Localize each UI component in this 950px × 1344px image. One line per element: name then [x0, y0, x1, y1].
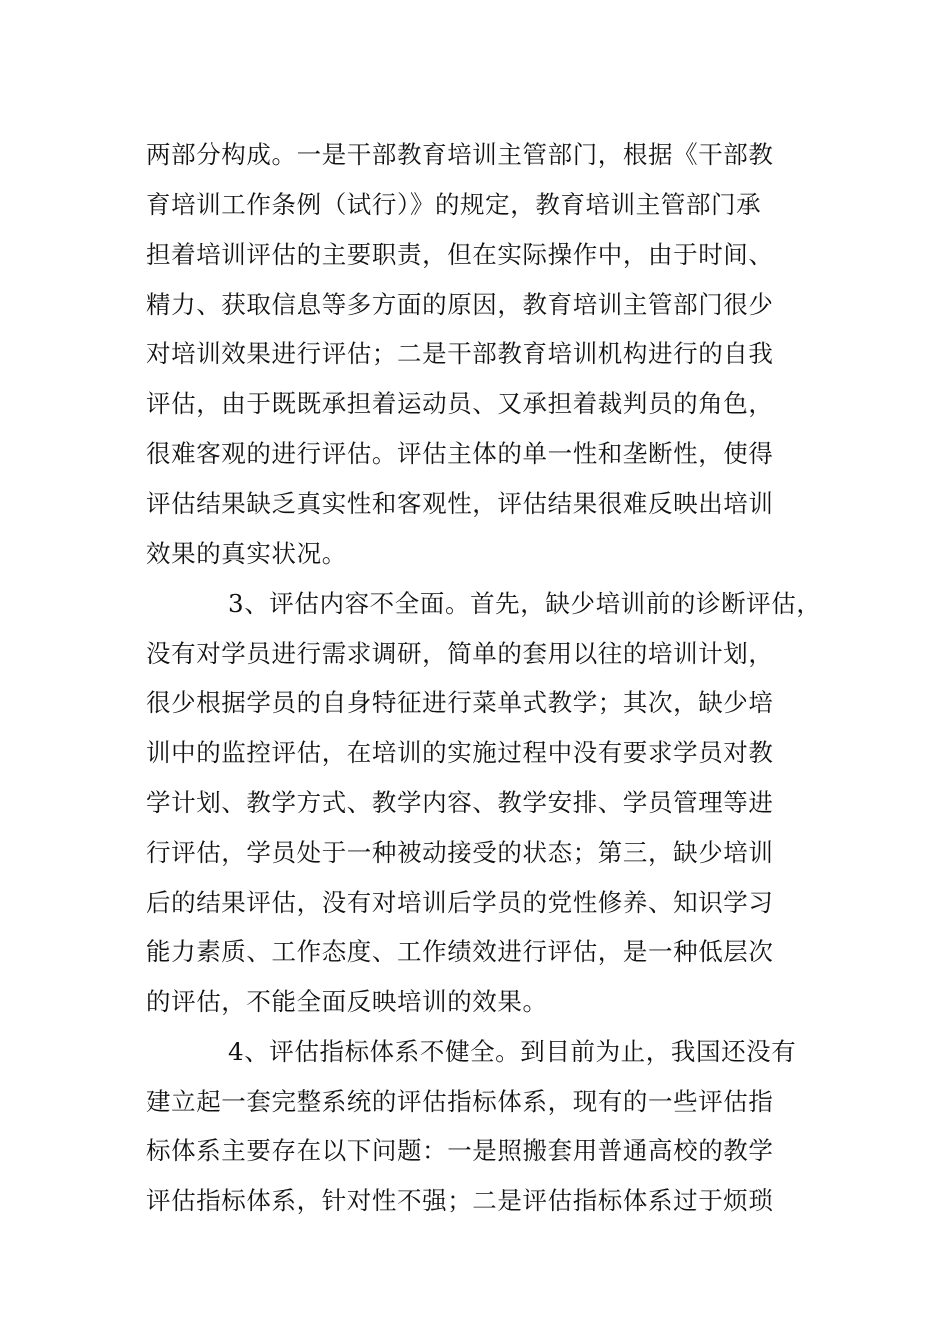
paragraph-4-first-line: 4、评估指标体系不健全。到目前为止，我国还没有	[228, 1037, 797, 1066]
text-line: 训中的监控评估，在培训的实施过程中没有要求学员对教	[146, 738, 774, 767]
text-line: 的评估，不能全面反映培训的效果。	[146, 987, 548, 1016]
text-line: 评估指标体系，针对性不强；二是评估指标体系过于烦琐	[146, 1186, 774, 1215]
text-line: 育培训工作条例（试行）》的规定，教育培训主管部门承	[146, 190, 762, 219]
text-line: 两部分构成。一是干部教育培训主管部门，根据《干部教	[146, 140, 774, 169]
text-line: 标体系主要存在以下问题：一是照搬套用普通高校的教学	[146, 1136, 774, 1165]
text-line: 精力、获取信息等多方面的原因，教育培训主管部门很少	[146, 290, 774, 319]
text-line: 后的结果评估，没有对培训后学员的党性修养、知识学习	[146, 888, 774, 917]
text-line: 学计划、教学方式、教学内容、教学安排、学员管理等进	[146, 788, 774, 817]
text-line: 效果的真实状况。	[146, 539, 347, 568]
text-line: 能力素质、工作态度、工作绩效进行评估，是一种低层次	[146, 937, 774, 966]
text-line: 很少根据学员的自身特征进行菜单式教学；其次，缺少培	[146, 688, 774, 717]
text-line: 评估结果缺乏真实性和客观性，评估结果很难反映出培训	[146, 489, 774, 518]
text-line: 对培训效果进行评估；二是干部教育培训机构进行的自我	[146, 339, 774, 368]
text-line: 建立起一套完整系统的评估指标体系，现有的一些评估指	[146, 1087, 774, 1116]
text-line: 评估，由于既既承担着运动员、又承担着裁判员的角色，	[146, 389, 774, 418]
text-line: 没有对学员进行需求调研，简单的套用以往的培训计划，	[146, 639, 774, 668]
text-line: 很难客观的进行评估。评估主体的单一性和垄断性，使得	[146, 439, 774, 468]
paragraph-3-first-line: 3、评估内容不全面。首先，缺少培训前的诊断评估，	[228, 589, 822, 618]
text-line: 行评估，学员处于一种被动接受的状态；第三，缺少培训	[146, 838, 774, 867]
text-line: 担着培训评估的主要职责，但在实际操作中，由于时间、	[146, 240, 774, 269]
